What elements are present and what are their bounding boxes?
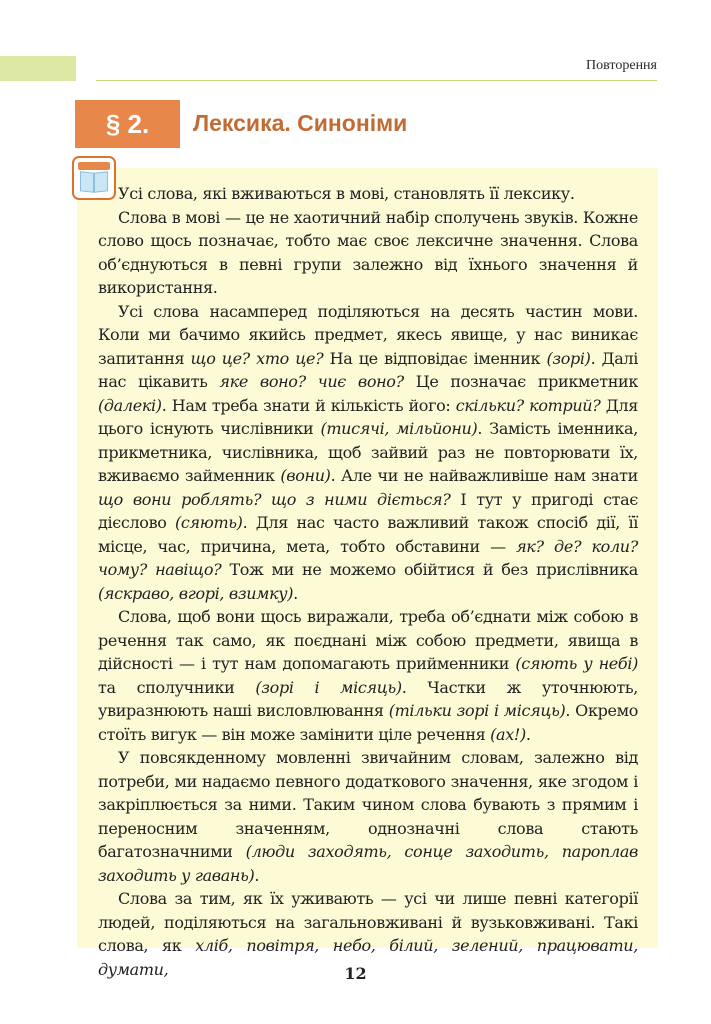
- italic-example: (ах!): [490, 724, 526, 744]
- text-segment: Тож ми не можемо обійтися й без прислівника: [221, 560, 638, 579]
- italic-example: (тільки зорі і місяць): [388, 701, 566, 720]
- text-segment: та сполучники: [98, 677, 256, 697]
- text-segment: На це відповідає іменник: [323, 348, 547, 368]
- text-segment: . Замість іменника, прикметника, числівника, щоб зайвий раз не повторювати їх, вживаємо займенник: [98, 419, 638, 485]
- italic-example: (люди заходять, сонце заходить, пароплав заходить у гавань): [98, 842, 638, 885]
- italic-example: що це? хто це?: [190, 348, 324, 368]
- italic-example: що вони роблять? що з ними діється?: [98, 489, 451, 509]
- text-segment: Для цього існують числівники: [98, 395, 638, 438]
- text-segment: Усі слова насамперед поділяються на десять частин мови. Коли ми бачимо якийсь предмет, якесь явище, у нас виникає запитання: [98, 301, 638, 368]
- paragraph: [98, 182, 638, 206]
- page-number: 12: [344, 964, 367, 983]
- italic-example: як? де? коли? чому? навіщо?: [98, 536, 638, 579]
- paragraph: [98, 300, 638, 606]
- text-segment: Усі слова, які вживаються в мові, становлять її лексику.: [118, 184, 575, 203]
- paragraph: [98, 605, 638, 746]
- text-segment: .: [525, 724, 531, 744]
- text-segment: І тут у пригоді стає дієслово: [98, 489, 638, 532]
- paragraph: [98, 746, 638, 887]
- text-segment: . Далі нас цікавить: [98, 348, 638, 391]
- text-segment: . Частки ж уточнюють, увиразнюють наші висловлювання: [98, 677, 638, 720]
- text-segment: Це позначає прикметник: [403, 372, 639, 391]
- header-rule: [96, 80, 657, 81]
- italic-example: скільки? котрий?: [455, 395, 601, 415]
- text-segment: .: [293, 583, 298, 603]
- italic-example: (сяють у небі): [515, 654, 638, 673]
- text-segment: Слова за тим, як їх уживають — усі чи лише певні категорії людей, поділяються на загальновживані й вузьковживані. Такі слова, як: [98, 889, 638, 955]
- italic-example: (зорі і місяць): [255, 677, 402, 697]
- section-number-badge: § 2.: [75, 100, 180, 148]
- italic-example: хліб, повітря, небо, білий, зелений, працювати, думати,: [98, 936, 638, 979]
- text-segment: . Для нас часто важливий також спосіб дії, її місце, час, причина, мета, тобто обставини —: [98, 513, 638, 556]
- italic-example: (далекі): [98, 395, 162, 415]
- body-text: [98, 182, 638, 981]
- italic-example: (вони): [280, 466, 331, 485]
- book-icon-cover: [78, 162, 110, 170]
- paragraph: [98, 206, 638, 300]
- italic-example: (сяють): [175, 513, 243, 532]
- running-header: Повторення: [586, 58, 657, 73]
- text-segment: . Нам треба знати й кількість його:: [161, 395, 456, 415]
- italic-example: (яскраво, вгорі, взимку): [98, 583, 294, 603]
- text-segment: . Окремо стоїть вигук — він може замінити ціле речення: [98, 701, 638, 744]
- top-accent-bar: [0, 56, 76, 81]
- italic-example: яке воно? чиє воно?: [219, 372, 404, 391]
- italic-example: (тисячі, мільйони): [320, 419, 478, 438]
- text-segment: Слова в мові — це не хаотичний набір сполучень звуків. Кожне слово щось позначає, тобто має своє лексичне значення. Слова об’єднуються в певні групи залежно від їхнього значення й використання.: [98, 207, 638, 297]
- text-segment: У повсякденному мовленні звичайним словам, залежно від потреби, ми надаємо певного додаткового значення, яке згодом і закріплюється за ними. Таким чином слова бувають з прямим і переносним значенням, однозначні слова стають багатозначними: [98, 748, 638, 861]
- book-icon-page-left: [80, 171, 94, 192]
- section-title: Лексика. Синоніми: [193, 110, 408, 136]
- italic-example: (зорі): [546, 348, 591, 368]
- text-segment: . Але чи не найважливіше нам знати: [330, 466, 638, 485]
- text-segment: Слова, щоб вони щось виражали, треба об’єднати між собою в речення так само, як поєднані між собою предмети, явища в дійсності — і тут нам допомагають прийменники: [98, 607, 638, 673]
- text-segment: .: [254, 865, 260, 885]
